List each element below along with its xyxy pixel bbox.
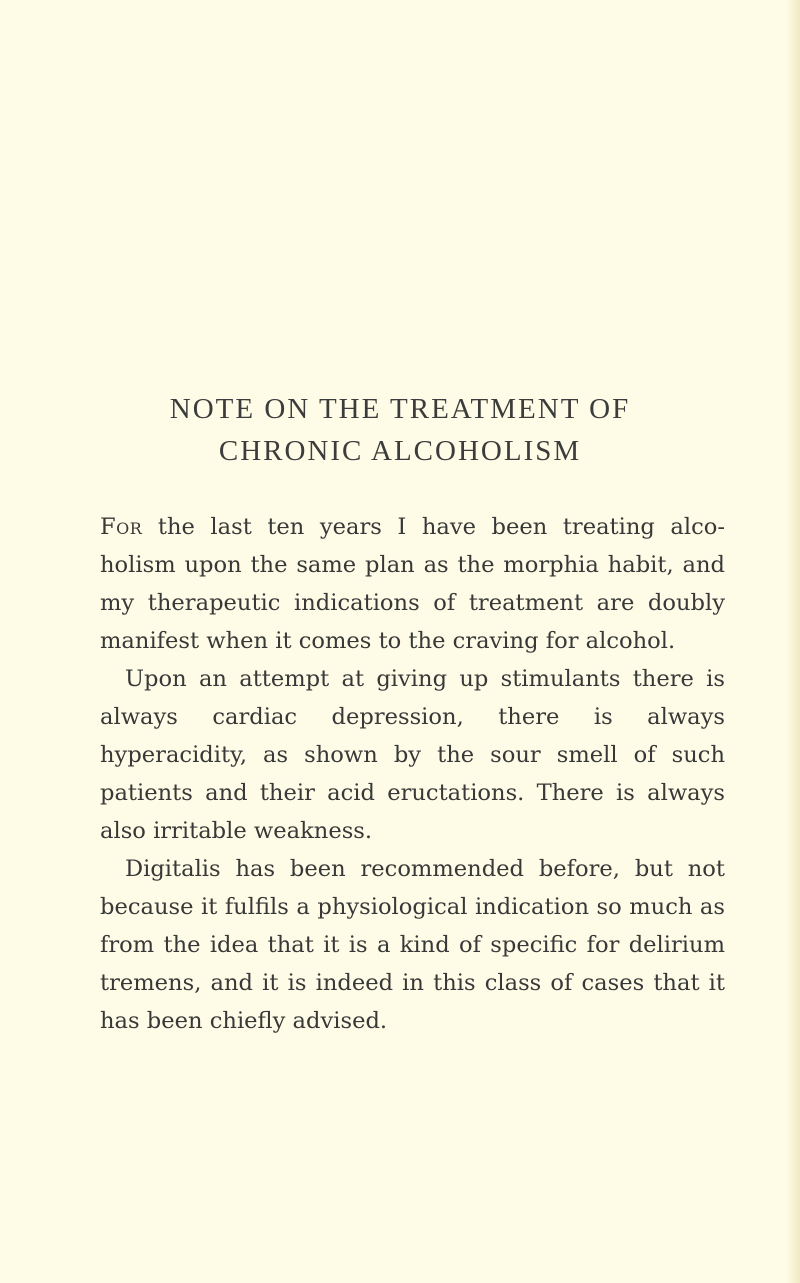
body-text [100,508,725,1040]
paragraph-2: Upon an attempt at giving up stimulants there is always cardiac depression, there is always hyperacidity, as shown by the sour smell of such patients and their acid eructations. There is always also irritable weakness. [100,666,725,844]
paragraph-3: Digitalis has been recommended before, but not because it fulfils a physiological indication so much as from the idea that it is a kind of specific for delirium tremens, and it is indeed in this class of cases that it has been chiefly advised. [100,856,725,1034]
page-edge-shadow [786,0,800,1283]
title-line-1: NOTE ON THE TREATMENT OF [169,393,631,425]
title-line-2: CHRONIC ALCOHOLISM [218,435,582,467]
paragraph-1-text: the last ten years I have been treating alco-holism upon the same plan as the morphia habit, and my therapeutic indications of treatment are doubly manifest when it comes to the craving for alcohol. [100,514,725,654]
paragraph-1 [100,508,725,660]
paragraph-1-lead: For [100,514,143,540]
page-title [0,388,800,472]
